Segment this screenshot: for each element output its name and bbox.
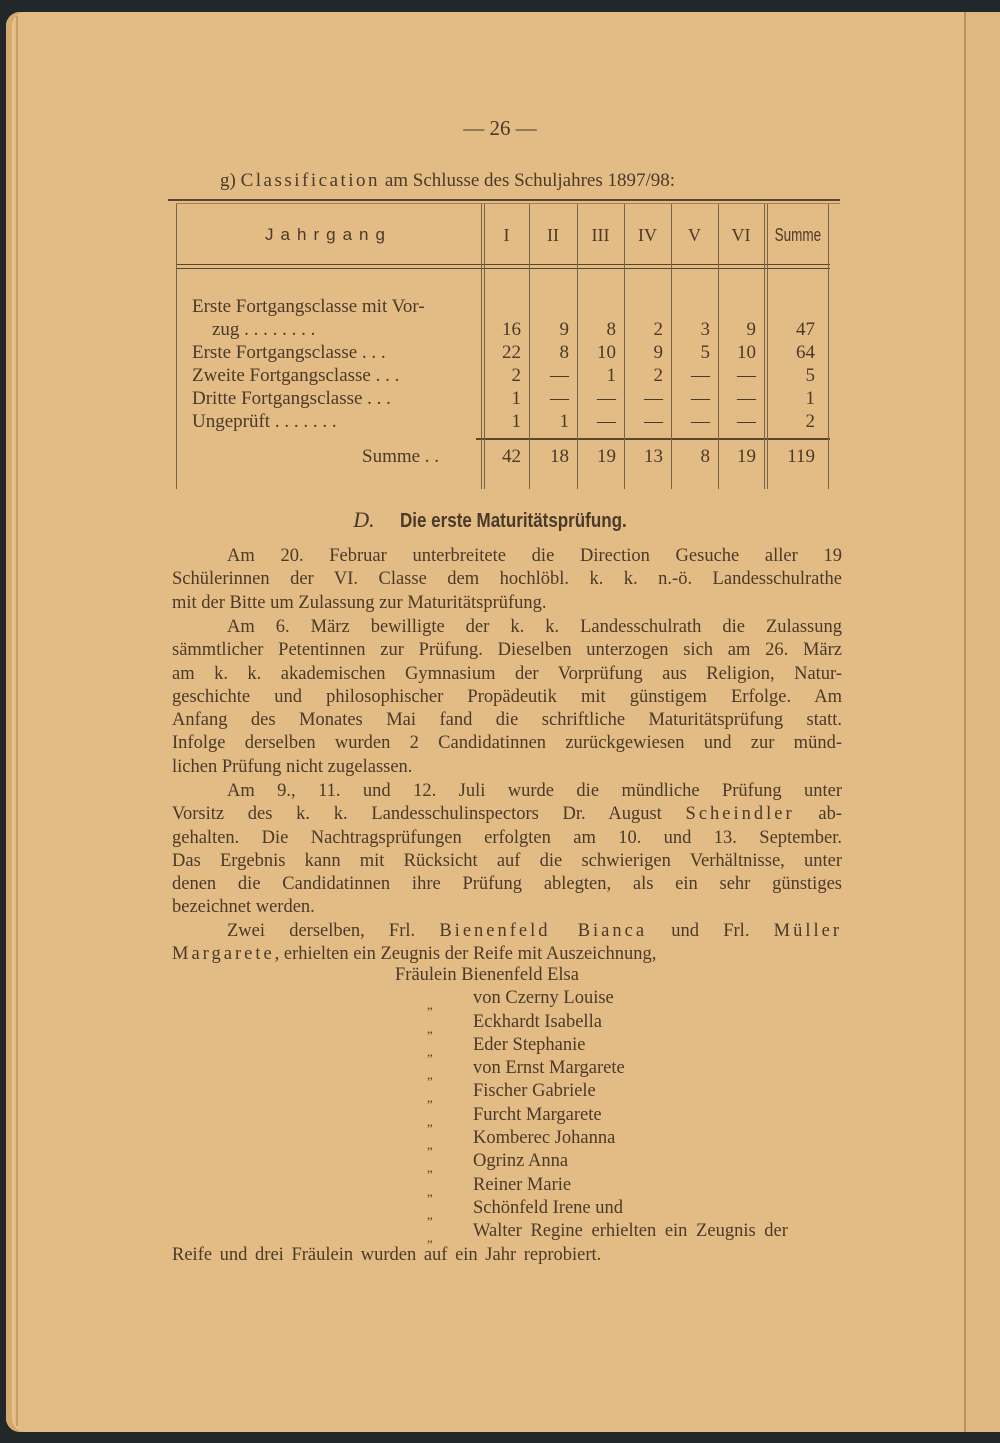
column-header: IV: [638, 225, 657, 245]
table-cell: 10: [597, 342, 616, 363]
table-cell: —: [550, 388, 569, 409]
table-cell: —: [644, 388, 663, 409]
ditto-mark: „: [427, 1206, 433, 1222]
name-text: Schönfeld Irene und: [473, 1197, 624, 1218]
spaced-name: Bienenfeld Bianca: [439, 921, 648, 941]
name-text: Fischer Gabriele: [473, 1081, 596, 1102]
row-header: Jahrgang: [265, 225, 392, 244]
name-text: Walter Regine erhielten ein Zeugnis der: [473, 1221, 788, 1242]
text-line: gehalten. Die Nachtragsprüfungen erfolgten am 10. und 13. September.: [172, 827, 842, 848]
table-cell: 9: [653, 342, 663, 363]
text-segment: Zwei derselben, Frl.: [227, 921, 416, 941]
table-cell: 47: [796, 319, 815, 340]
text-line: Anfang des Monates Mai fand die schriftliche Maturitätsprüfung statt.: [172, 710, 842, 731]
table-cell: 1: [559, 411, 569, 432]
caption-spaced-word: Classification: [240, 170, 381, 191]
column-header: II: [547, 225, 559, 245]
name-text: von Czerny Louise: [473, 988, 614, 1009]
ditto-mark: „: [427, 1183, 433, 1199]
row-label: Zweite Fortgangsclasse . . .: [192, 365, 400, 386]
table-cell: 16: [502, 319, 521, 340]
total-cell: 19: [597, 446, 616, 467]
name-text: Ogrinz Anna: [473, 1151, 569, 1172]
name-text: Eckhardt Isabella: [473, 1011, 602, 1032]
table-cell: —: [691, 411, 710, 432]
ditto-mark: „: [427, 1043, 433, 1059]
table-cell: 1: [511, 388, 521, 409]
table-cell: 5: [700, 342, 710, 363]
ditto-mark: „: [427, 1020, 433, 1036]
table-cell: 2: [805, 411, 815, 432]
table-top-rule: [168, 199, 840, 201]
table-cell: 5: [805, 365, 815, 386]
closing-line: Reife und drei Fräulein wurden auf ein Jahr reprobiert.: [172, 1245, 602, 1265]
text-line: [172, 920, 842, 943]
row-label: zug . . . . . . . .: [212, 319, 316, 340]
text-segment: und Frl.: [671, 921, 750, 941]
ditto-mark: „: [427, 1160, 433, 1176]
table-cell: —: [691, 365, 710, 386]
name-text: Fräulein Bienenfeld Elsa: [395, 965, 579, 985]
table-cell: —: [737, 411, 756, 432]
table-cell: —: [597, 411, 616, 432]
table-cell: 2: [653, 319, 663, 340]
row-label: Dritte Fortgangsclasse . . .: [192, 388, 391, 409]
table-cell: —: [550, 365, 569, 386]
table-cell: 3: [700, 319, 710, 340]
table-cell: 1: [511, 411, 521, 432]
total-cell: 42: [502, 446, 521, 467]
table-cell: 2: [511, 365, 521, 386]
text-line: Am 6. März bewilligte der k. k. Landesschulrath die Zulassung: [227, 617, 842, 637]
text-line: sämmtlicher Petentinnen zur Prüfung. Dieselben unterzogen sich am 26. März: [172, 640, 842, 661]
column-header: I: [503, 225, 510, 245]
total-cell: 119: [787, 446, 815, 467]
table-cell: —: [691, 388, 710, 409]
paragraph-4: [172, 920, 842, 967]
col-divider: [481, 204, 482, 489]
text-line: Infolge derselben wurden 2 Candidatinnen zurückgewiesen und zur münd-: [172, 733, 842, 754]
table-cell: —: [737, 365, 756, 386]
facing-page-edge: [964, 12, 1000, 1432]
text-line: geschichte und philosophischer Propädeutik mit günstigem Erfolge. Am: [172, 686, 842, 707]
paragraph-1: [172, 545, 842, 615]
text-line: mit der Bitte um Zulassung zur Maturitätsprüfung.: [172, 592, 547, 613]
text-line: Am 9., 11. und 12. Juli wurde die mündliche Prüfung unter: [227, 781, 842, 801]
page-number: — 26 —: [463, 116, 537, 140]
text-segment: Vorsitz des k. k. Landesschulinspectors Dr. August: [172, 804, 662, 825]
caption-rest: am Schlusse des Schuljahres 1897/98:: [384, 170, 676, 191]
classification-table: [176, 199, 830, 489]
section-heading: [0, 507, 1000, 533]
table-cell: 9: [746, 319, 756, 340]
column-header: V: [688, 225, 701, 245]
header-rule-2: [176, 268, 830, 269]
table-cell: 1: [606, 365, 616, 386]
text-line: Schülerinnen der VI. Classe dem hochlöbl. k. k. n.-ö. Landesschulrathe: [172, 569, 842, 590]
col-divider: [764, 204, 765, 489]
ditto-mark: „: [427, 1137, 433, 1153]
caption-prefix: g): [220, 170, 236, 191]
table-cell: 8: [606, 319, 616, 340]
row-label: Ungeprüft . . . . . . .: [192, 411, 337, 432]
text-segment: , erhielten ein Zeugnis der Reife mit Auszeichnung,: [274, 944, 657, 965]
total-label: Summe . .: [362, 446, 440, 467]
row-label-line1: Erste Fortgangsclasse mit Vor-: [192, 296, 425, 317]
spaced-name: Scheindler: [685, 804, 795, 825]
header-rule-1: [176, 264, 830, 265]
total-cell: 19: [737, 446, 756, 467]
section-title: Die erste Maturitätsprüfung.: [400, 510, 627, 532]
column-header-summe: Summe: [774, 225, 822, 245]
name-text: von Ernst Margarete: [473, 1058, 625, 1079]
table-top-rule-thin: [176, 203, 840, 204]
table-cell: 9: [559, 319, 569, 340]
ditto-mark: „: [427, 1067, 433, 1083]
table-right-border: [828, 204, 829, 489]
total-cell: 8: [700, 446, 710, 467]
spaced-name: Margarete: [172, 944, 275, 965]
total-cell: 13: [644, 446, 663, 467]
text-line: Am 20. Februar unterbreitete die Direction Gesuche aller 19: [227, 546, 842, 566]
paragraph-2: [172, 616, 842, 779]
table-cell: —: [737, 388, 756, 409]
text-line: Das Ergebnis kann mit Rücksicht auf die schwierigen Verhältnisse, unter: [172, 850, 842, 871]
ditto-mark: „: [427, 1090, 433, 1106]
name-text: Eder Stephanie: [473, 1034, 586, 1055]
table-cell: —: [597, 388, 616, 409]
spaced-name: Müller: [773, 921, 843, 941]
paragraph-3: [172, 780, 842, 920]
table-cell: 10: [737, 342, 756, 363]
ditto-mark: „: [427, 1230, 433, 1246]
table-left-border: [176, 204, 177, 489]
column-header: VI: [731, 225, 751, 245]
table-cell: —: [644, 411, 663, 432]
table-cell: 1: [805, 388, 815, 409]
table-caption: [220, 170, 675, 192]
text-line: bezeichnet werden.: [172, 897, 315, 918]
ditto-mark: „: [427, 997, 433, 1013]
column-header: III: [591, 225, 610, 245]
text-line: denen die Candidatinnen ihre Prüfung ablegten, als ein sehr günstiges: [172, 874, 842, 895]
table-cell: 64: [796, 342, 815, 363]
text-line: am k. k. akademischen Gymnasium der Vorprüfung aus Religion, Natur-: [172, 663, 842, 684]
section-letter: D.: [353, 507, 375, 532]
row-label: Erste Fortgangsclasse . . .: [192, 342, 386, 363]
name-text: Reiner Marie: [473, 1174, 572, 1195]
text-line: [172, 803, 842, 826]
table-cell: 22: [502, 342, 521, 363]
name-text: Furcht Margarete: [473, 1104, 602, 1125]
text-segment: ab-: [818, 804, 843, 825]
total-cell: 18: [550, 446, 569, 467]
text-line: lichen Prüfung nicht zugelassen.: [172, 756, 413, 777]
table-cell: 2: [653, 365, 663, 386]
table-cell: 8: [559, 342, 569, 363]
ditto-mark: „: [427, 1113, 433, 1129]
name-text: Komberec Johanna: [473, 1128, 616, 1149]
